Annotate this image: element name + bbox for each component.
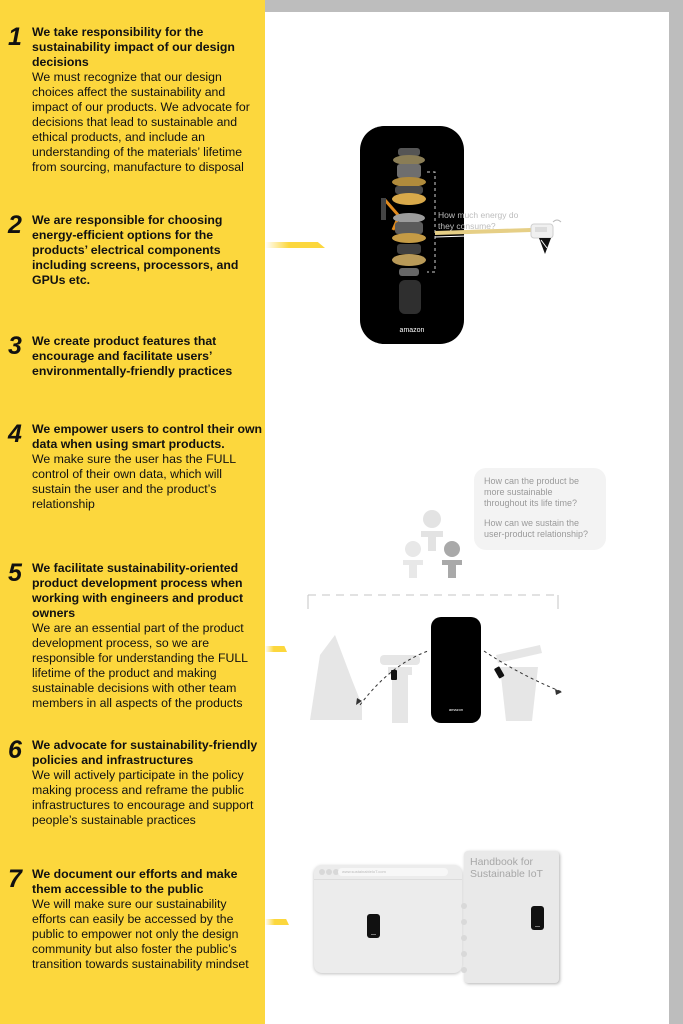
speaker-energy-illustration (355, 120, 570, 350)
principle-number: 6 (8, 736, 22, 764)
principle-body: We make sure the user has the FULL control of their own data, which will sustain the user and the product’s relationship (32, 452, 236, 511)
question-a: How can the product be more sustainable throughout its life time? (484, 476, 580, 508)
speaker-brand-label: amazon (399, 327, 425, 334)
device-brand-label: amazon (448, 707, 464, 712)
handbook-title: Handbook for Sustainable IoT (470, 856, 543, 880)
connector-arrow-5 (265, 646, 287, 652)
principle-title: We create product features that encourage and facilitate users’ environmentally-friendly practices (32, 334, 233, 378)
question-b: How can we sustain the user-product relationship? (484, 518, 589, 539)
principle-body: We must recognize that our design choices affect the sustainability and impact of our products. We advocate for decisions that lead to sustainable and ethical products, and include an understanding of the materials’ lifetime from sourcing, manufacture to disposal (32, 70, 250, 174)
frame-right (669, 0, 683, 1024)
principle-7 (8, 867, 263, 972)
binding-ring (461, 967, 467, 973)
principle-title: We are responsible for choosing energy-efficient options for the products’ electrical components including screens, processors, and GPUs etc. (32, 213, 239, 287)
handbook (464, 851, 559, 983)
principle-body: We will actively participate in the policy making process and reframe the public infrastructures to encourage and support people’s sustainable practices (32, 768, 254, 827)
principle-3 (8, 334, 263, 379)
trash-can-icon (496, 645, 542, 721)
browser-dot (319, 869, 325, 875)
principle-title: We facilitate sustainability-oriented product development process when working with engineers and product owners (32, 561, 244, 620)
principle-body: We are an essential part of the product development process, so we are responsible for understanding the FULL lifetime of the product and making sustainable decisions with other team members in all aspects of the products (32, 621, 248, 710)
binding-ring (461, 903, 467, 909)
principle-title: We advocate for sustainability-friendly policies and infrastructures (32, 738, 258, 767)
principle-title: We document our efforts and make them accessible to the public (32, 867, 238, 896)
principle-number: 7 (8, 865, 22, 893)
website-device-icon (367, 914, 380, 938)
users-icon (403, 510, 462, 578)
energy-meter-icon (531, 220, 561, 254)
lifecycle-illustration (300, 505, 570, 725)
energy-question-line1: How much energy do (438, 210, 519, 220)
browser-bar (314, 865, 462, 880)
principle-number: 2 (8, 211, 22, 239)
browser-dot (326, 869, 332, 875)
binding-ring (461, 951, 467, 957)
principle-title: We empower users to control their own data when using smart products. (32, 422, 263, 451)
principles-panel (0, 0, 265, 1024)
binding-ring (461, 919, 467, 925)
principle-5 (8, 561, 263, 711)
principle-1 (8, 25, 263, 175)
moving-device-left (391, 670, 397, 680)
mountain-icon (310, 635, 362, 720)
connector-arrow-7 (265, 919, 289, 925)
principle-2 (8, 213, 263, 288)
principle-number: 5 (8, 559, 22, 587)
principle-number: 1 (8, 23, 22, 51)
binding-ring (461, 935, 467, 941)
website-window (314, 865, 462, 973)
principle-4 (8, 422, 263, 512)
principle-number: 3 (8, 332, 22, 360)
connector-arrow-2 (265, 242, 325, 248)
principle-body: We will make sure our sustainability efforts can easily be accessed by the public to empower not only the design community but also foster the public’s transition towards sustainability mindset (32, 897, 249, 971)
principle-title: We take responsibility for the sustainability impact of our design decisions (32, 25, 235, 69)
principle-number: 4 (8, 420, 22, 448)
principle-6 (8, 738, 263, 828)
website-url: www.sustainableIoT.com (338, 868, 448, 876)
energy-question-line2: they consume? (438, 221, 496, 231)
handbook-device-icon (531, 906, 544, 930)
path-arrow-right (555, 689, 562, 695)
